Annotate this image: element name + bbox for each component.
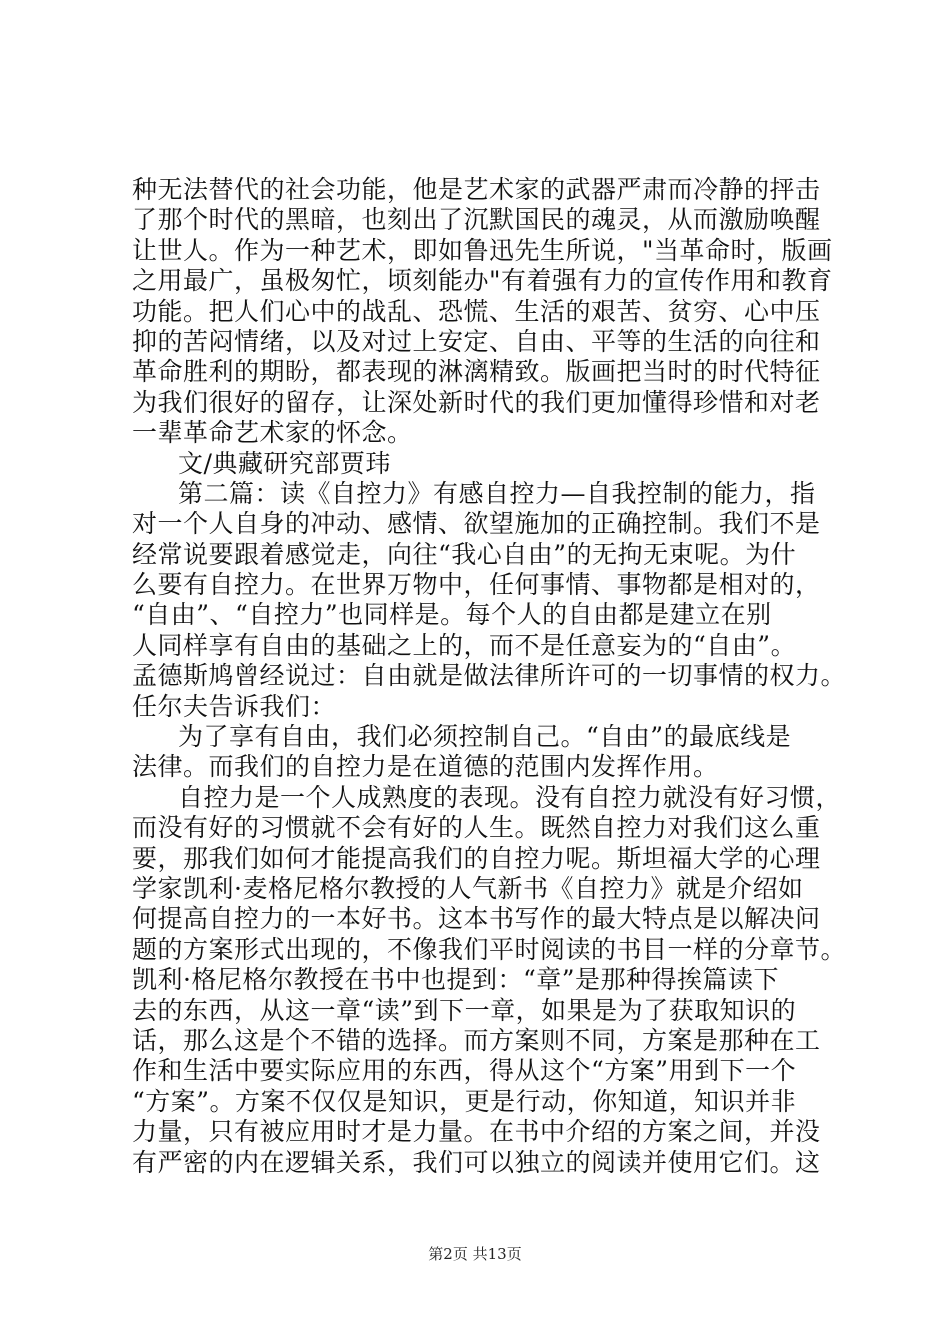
text-line: 之用最广，虽极匆忙，顷刻能办"有着强有力的宣传作用和教育 xyxy=(132,266,833,296)
text-line: 一辈革命艺术家的怀念。 xyxy=(132,418,413,448)
page-number: 第2页 共13页 xyxy=(428,1245,522,1263)
text-line: 有严密的内在逻辑关系，我们可以独立的阅读并使用它们。这 xyxy=(132,1147,821,1177)
section-heading-line: 第二篇：读《自控力》有感自控力—自我控制的能力，指 xyxy=(178,478,816,508)
text-line: 力量，只有被应用时才是力量。在书中介绍的方案之间，并没 xyxy=(132,1117,821,1147)
text-line: 对一个人自身的冲动、感情、欲望施加的正确控制。我们不是 xyxy=(132,509,821,539)
text-line: 人同样享有自由的基础之上的，而不是任意妄为的“自由”。 xyxy=(132,630,797,660)
text-line: 抑的苦闷情绪，以及对过上安定、自由、平等的生活的向往和 xyxy=(132,326,821,356)
text-line: 为了享有自由，我们必须控制自己。“自由”的最底线是 xyxy=(178,722,792,752)
text-line: 作和生活中要实际应用的东西，得从这个“方案”用到下一个 xyxy=(132,1056,797,1086)
text-line: 自控力是一个人成熟度的表现。没有自控力就没有好习惯， xyxy=(178,782,842,812)
text-line: 让世人。作为一种艺术，即如鲁迅先生所说，"当革命时，版画 xyxy=(132,235,833,265)
text-line: 种无法替代的社会功能，他是艺术家的武器严肃而冷静的抨击 xyxy=(132,175,821,204)
text-line: “自由”、“自控力”也同样是。每个人的自由都是建立在别 xyxy=(132,600,772,630)
text-line: 而没有好的习惯就不会有好的人生。既然自控力对我们这么重 xyxy=(132,813,821,843)
text-line: 去的东西，从这一章“读”到下一章，如果是为了获取知识的 xyxy=(132,995,797,1025)
text-line: 了那个时代的黑暗，也刻出了沉默国民的魂灵，从而激励唤醒 xyxy=(132,205,821,235)
text-line: “方案”。方案不仅仅是知识，更是行动，你知道，知识并非 xyxy=(132,1086,797,1116)
author-line: 文/典藏研究部贾玮 xyxy=(178,448,391,478)
text-line: 经常说要跟着感觉走，向往“我心自由”的无拘无束呢。为什 xyxy=(132,539,797,569)
text-line: 题的方案形式出现的，不像我们平时阅读的书目一样的分章节。 xyxy=(132,934,847,964)
text-line: 法律。而我们的自控力是在道德的范围内发挥作用。 xyxy=(132,752,719,782)
text-line: 孟德斯鸠曾经说过：自由就是做法律所许可的一切事情的权力。 xyxy=(132,661,847,691)
text-line: 功能。把人们心中的战乱、恐慌、生活的艰苦、贫穷、心中压 xyxy=(132,296,821,326)
text-line: 凯利·格尼格尔教授在书中也提到：“章”是那种得挨篇读下 xyxy=(132,965,780,995)
text-line: 么要有自控力。在世界万物中，任何事情、事物都是相对的， xyxy=(132,570,821,600)
text-line: 何提高自控力的一本好书。这本书写作的最大特点是以解决问 xyxy=(132,904,821,934)
text-line: 为我们很好的留存，让深处新时代的我们更加懂得珍惜和对老 xyxy=(132,387,821,417)
text-line: 学家凯利·麦格尼格尔教授的人气新书《自控力》就是介绍如 xyxy=(132,873,804,903)
text-line: 任尔夫告诉我们： xyxy=(132,691,337,721)
text-line: 革命胜利的期盼，都表现的淋漓精致。版画把当时的时代特征 xyxy=(132,357,821,387)
text-line: 要，那我们如何才能提高我们的自控力呢。斯坦福大学的心理 xyxy=(132,843,821,873)
body-text xyxy=(132,175,847,1178)
text-line: 话，那么这是个不错的选择。而方案则不同，方案是那种在工 xyxy=(132,1025,821,1055)
